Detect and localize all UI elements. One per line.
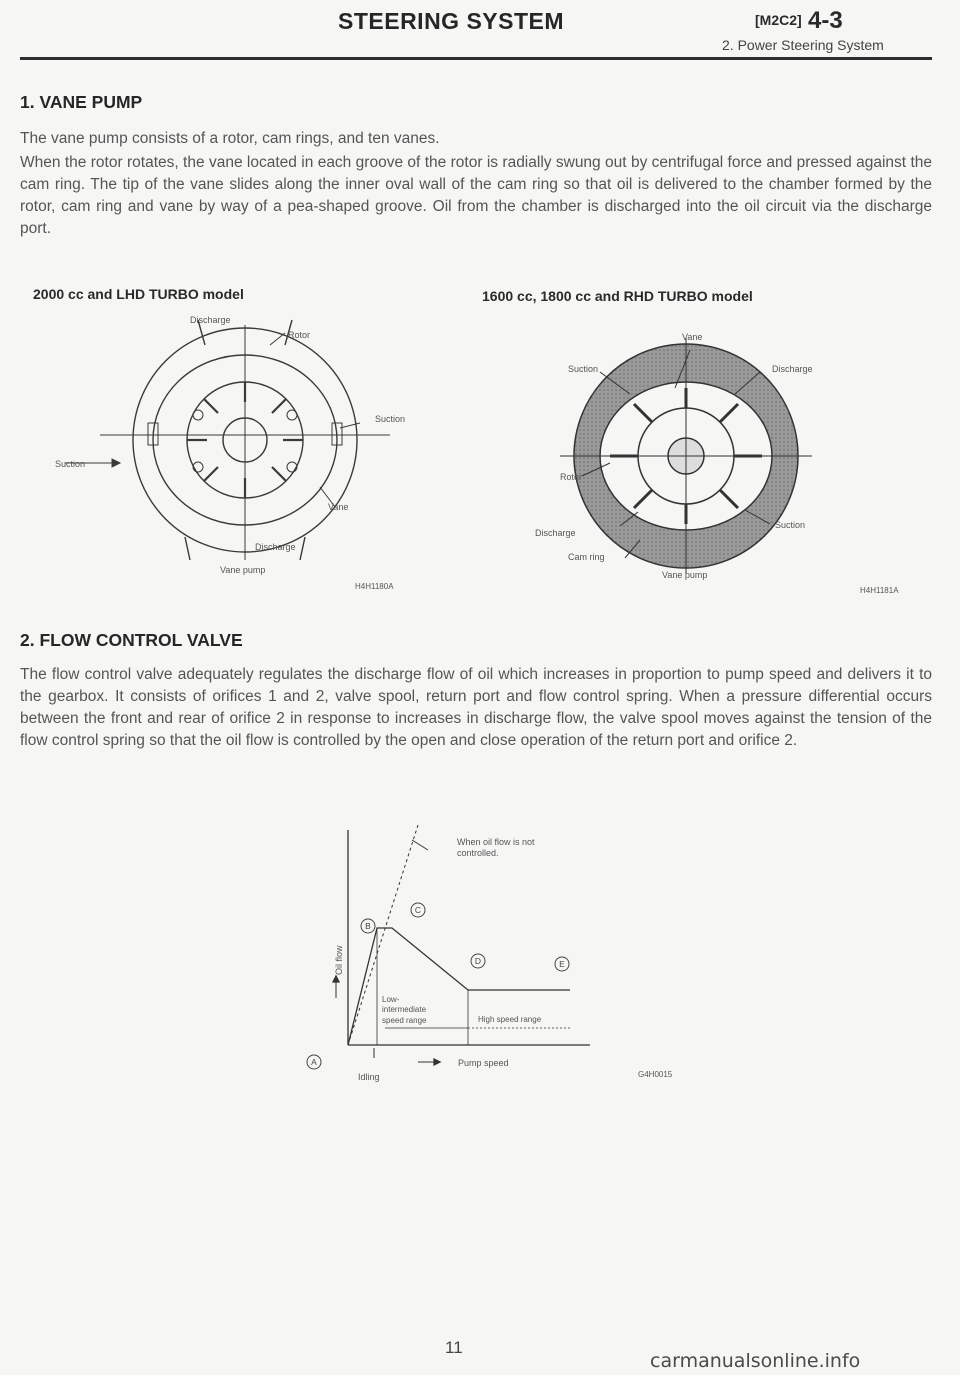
figure-id-left: H4H1180A	[355, 582, 394, 591]
high-range-label: High speed range	[478, 1015, 542, 1024]
vane-pump-diagram-left	[40, 305, 470, 595]
label-rotor-right: Rotor	[560, 472, 583, 482]
label-discharge-top: Discharge	[190, 315, 231, 325]
label-vane-pump-right: Vane pump	[662, 570, 708, 580]
vane-6	[272, 467, 286, 481]
label-discharge-top-right: Discharge	[772, 364, 813, 374]
figure-id-graph: G4H0015	[638, 1070, 673, 1079]
point-e-marker: E	[559, 959, 565, 969]
point-d-marker: D	[474, 956, 482, 966]
label-suction-right: Suction	[375, 414, 406, 424]
figure-id-right: H4H1181A	[860, 586, 899, 595]
vane-5	[204, 399, 218, 413]
label-suction-left: Suction	[55, 459, 86, 469]
vane-7	[272, 399, 286, 413]
point-b-marker: B	[365, 921, 371, 931]
label-discharge-bottom-right: Discharge	[535, 528, 576, 538]
watermark: carmanualsonline.info	[650, 1350, 861, 1372]
paragraph-vane-pump-intro: The vane pump consists of a rotor, cam rings, and ten vanes.	[20, 130, 440, 147]
graph-y-axis-label: Oil flow	[334, 945, 344, 975]
paragraph-vane-pump-operation: When the rotor rotates, the vane located in each groove of the rotor is radially swung out by centrifugal force and pressed against the cam ring. The tip of the vane slides along the inner oval wall of the cam ring so that oil is delivered to the chamber formed by the rotor, cam ring and vane by way of a pea-shaped groove. Oil from the chamber is discharged into the oil circuit via the discharge port.	[20, 154, 932, 237]
page-reference: 4-3	[808, 7, 843, 34]
graph-x-axis-label: Pump speed	[458, 1058, 509, 1068]
figure-right-caption: 1600 cc, 1800 cc and RHD TURBO model	[482, 288, 753, 304]
graph-note-line2: controlled.	[457, 848, 499, 858]
page-header-title: STEERING SYSTEM	[338, 8, 565, 34]
label-discharge-bottom: Discharge	[255, 542, 296, 552]
label-vane-right: Vane	[682, 332, 703, 342]
point-c-marker: C	[414, 905, 422, 915]
header-divider	[20, 57, 932, 60]
section-code: [M2C2]	[755, 12, 802, 28]
low-range-label-1: Low-	[382, 995, 400, 1004]
label-suction-bottom-right: Suction	[775, 520, 806, 530]
page-number: 11	[445, 1338, 463, 1357]
page-header-subtitle: 2. Power Steering System	[722, 37, 884, 53]
point-a-marker: A	[311, 1057, 317, 1067]
vane-pump-diagram-right	[530, 328, 950, 598]
vane-8	[204, 467, 218, 481]
label-vane: Vane	[328, 502, 349, 512]
figure-left-caption: 2000 cc and LHD TURBO model	[33, 286, 244, 302]
label-suction-top-right: Suction	[568, 364, 599, 374]
graph-note-line1: When oil flow is not	[457, 837, 535, 847]
paragraph-flow-control-valve: The flow control valve adequately regulates the discharge flow of oil which increases in proportion to pump speed and delivers it to the gearbox. It consists of orifices 1 and 2, valve spool, return port and flow control spring. When a pressure differential occurs between the front and rear of orifice 2 in response to increases in discharge flow, the valve spool moves against the tension of the flow control spring so that the oil flow is controlled by the open and close operation of the return port and orifice 2.	[20, 666, 932, 749]
label-vane-pump-left: Vane pump	[220, 565, 266, 575]
flow-control-graph	[300, 820, 673, 1082]
section-heading-flow-control-valve: 2. FLOW CONTROL VALVE	[20, 630, 243, 650]
controlled-flow-curve	[348, 928, 570, 1045]
low-range-label-3: speed range	[382, 1016, 427, 1025]
section-heading-vane-pump: 1. VANE PUMP	[20, 92, 143, 112]
label-rotor: Rotor	[288, 330, 311, 340]
label-cam-ring: Cam ring	[568, 552, 605, 562]
graph-idling-label: Idling	[358, 1072, 380, 1082]
low-range-label-2: intermediate	[382, 1005, 427, 1014]
